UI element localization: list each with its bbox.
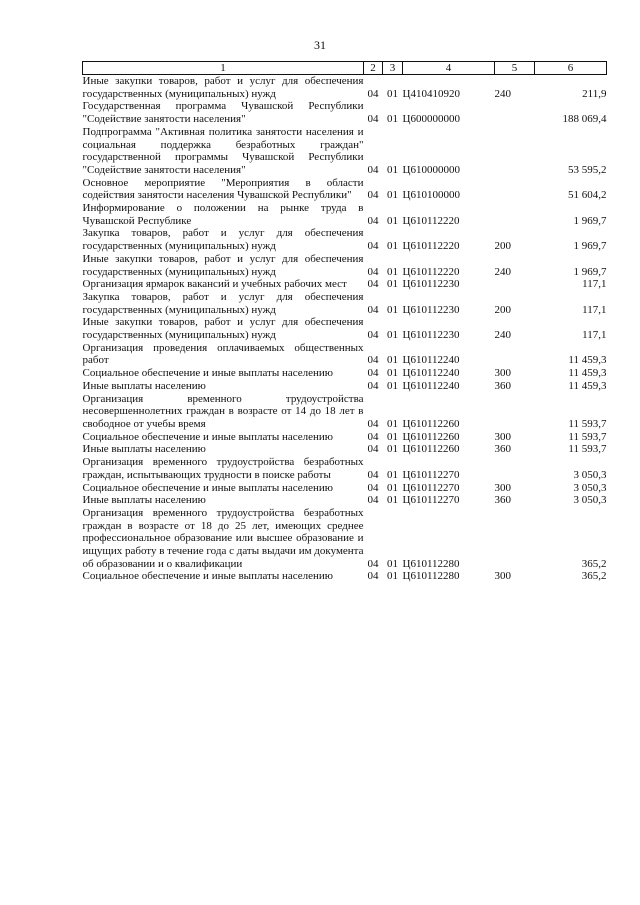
- row-amount: 117,1: [582, 303, 607, 316]
- row-name: Социальное обеспечение и иные выплаты населению: [82, 570, 334, 583]
- row-amount: 53 595,2: [568, 163, 607, 176]
- row-subsection: 01: [387, 163, 398, 176]
- row-subsection: 01: [387, 494, 398, 507]
- row-name: Закупка товаров, работ и услуг для обеспечения государственных (муниципальных) нужд: [82, 227, 364, 253]
- row-target-code: Ц610112220: [402, 240, 460, 253]
- row-subsection: 01: [387, 329, 398, 342]
- row-section: 04: [367, 87, 379, 100]
- page-number: 31: [314, 38, 326, 52]
- row-name: Организация временного трудоустройства безработных граждан, испытывающих трудности в поиске работы: [82, 456, 364, 481]
- row-amount: 3 050,3: [573, 494, 607, 507]
- row-target-code: Ц610112270: [402, 468, 460, 481]
- header-col-3: 3: [383, 62, 403, 75]
- row-amount: 3 050,3: [573, 468, 607, 481]
- row-section: 04: [367, 265, 379, 278]
- row-expense-type: [495, 202, 535, 227]
- header-col-1: 1: [83, 62, 364, 75]
- row-expense-type: [495, 278, 535, 291]
- row-target-code: Ц610112220: [402, 214, 460, 227]
- row-target-code: Ц610112260: [402, 430, 460, 443]
- row-section: 04: [367, 278, 379, 291]
- row-target-code: Ц410410920: [402, 87, 460, 100]
- row-target-code: Ц600000000: [402, 113, 460, 126]
- row-section: 04: [367, 113, 379, 126]
- row-name: Организация временного трудоустройства несовершеннолетних граждан в возрасте от 14 до 18 лет в свободное от учебы время: [82, 392, 364, 430]
- row-expense-type: 360: [494, 379, 511, 392]
- row-expense-type: [495, 177, 535, 202]
- row-section: 04: [367, 570, 379, 583]
- row-name: Иные закупки товаров, работ и услуг для обеспечения государственных (муниципальных) нужд: [82, 75, 364, 100]
- row-expense-type: [495, 100, 535, 125]
- table-body: [83, 75, 607, 584]
- row-target-code: Ц610112230: [402, 303, 460, 316]
- row-amount: 117,1: [582, 329, 607, 342]
- table-row: [83, 316, 607, 341]
- row-name: Иные выплаты населению: [82, 443, 206, 456]
- row-subsection: 01: [387, 430, 398, 443]
- row-subsection: 01: [387, 113, 398, 126]
- row-subsection: 01: [387, 87, 398, 100]
- row-name: Социальное обеспечение и иные выплаты населению: [82, 481, 334, 494]
- header-col-6: 6: [535, 62, 607, 75]
- row-amount: 11 459,3: [568, 354, 607, 367]
- table-row: [83, 278, 607, 291]
- row-name: Иные выплаты населению: [82, 494, 206, 507]
- table-row: [83, 393, 607, 431]
- row-section: 04: [367, 303, 379, 316]
- row-expense-type: 200: [494, 240, 511, 253]
- table-row: [83, 456, 607, 481]
- row-subsection: 01: [387, 557, 398, 570]
- row-target-code: Ц610112220: [402, 265, 460, 278]
- row-subsection: 01: [387, 417, 398, 430]
- row-section: 04: [367, 557, 379, 570]
- row-section: 04: [367, 214, 379, 227]
- row-expense-type: 300: [494, 367, 511, 380]
- table-row: [83, 126, 607, 177]
- row-amount: 117,1: [582, 278, 607, 291]
- row-target-code: Ц610112230: [402, 329, 460, 342]
- table-row: [83, 177, 607, 202]
- row-name: Подпрограмма "Активная политика занятости населения и социальная поддержка безработных граждан" государственной программы Чувашской Республики "Содействие занятости населения": [82, 125, 364, 176]
- row-subsection: 01: [387, 278, 398, 291]
- row-section: 04: [367, 494, 379, 507]
- row-name: Иные закупки товаров, работ и услуг для обеспечения государственных (муниципальных) нужд: [82, 252, 364, 278]
- table-row: [83, 443, 607, 456]
- row-subsection: 01: [387, 214, 398, 227]
- row-name: Организация проведения оплачиваемых общественных работ: [82, 341, 364, 367]
- row-name: Социальное обеспечение и иные выплаты населению: [82, 367, 334, 380]
- row-expense-type: 240: [494, 329, 511, 342]
- row-name: Иные выплаты населению: [82, 379, 206, 392]
- row-expense-type: 240: [494, 265, 511, 278]
- row-target-code: Ц610112240: [402, 367, 460, 380]
- row-expense-type: [495, 393, 535, 431]
- row-subsection: 01: [387, 379, 398, 392]
- row-target-code: Ц610112280: [402, 557, 460, 570]
- row-amount: 1 969,7: [573, 265, 607, 278]
- header-col-4: 4: [403, 62, 495, 75]
- row-expense-type: 240: [494, 87, 511, 100]
- row-name: Закупка товаров, работ и услуг для обеспечения государственных (муниципальных) нужд: [82, 290, 364, 316]
- table-row: [83, 253, 607, 278]
- row-expense-type: [495, 342, 535, 367]
- row-target-code: Ц610112260: [402, 443, 460, 456]
- row-expense-type: 300: [494, 430, 511, 443]
- row-name: Государственная программа Чувашской Республики "Содействие занятости населения": [82, 100, 364, 126]
- row-section: 04: [367, 163, 379, 176]
- row-amount: 211,9: [582, 87, 607, 100]
- row-expense-type: [495, 456, 535, 481]
- row-name: Социальное обеспечение и иные выплаты населению: [82, 430, 334, 443]
- row-amount: 11 593,7: [568, 430, 607, 443]
- row-amount: 1 969,7: [573, 240, 607, 253]
- row-section: 04: [367, 189, 379, 202]
- row-target-code: Ц610000000: [402, 163, 460, 176]
- row-target-code: Ц610112270: [402, 481, 460, 494]
- table-row: [83, 75, 607, 101]
- table-row: [83, 507, 607, 571]
- row-target-code: Ц610112230: [402, 278, 460, 291]
- row-subsection: 01: [387, 240, 398, 253]
- row-name: Организация ярмарок вакансий и учебных рабочих мест: [82, 278, 347, 291]
- table-row: [83, 570, 607, 583]
- row-subsection: 01: [387, 367, 398, 380]
- row-target-code: Ц610112260: [402, 417, 460, 430]
- row-section: 04: [367, 468, 379, 481]
- table-row: [83, 291, 607, 316]
- header-col-5: 5: [495, 62, 535, 75]
- row-section: 04: [367, 481, 379, 494]
- table-row: [83, 227, 607, 252]
- budget-table: [82, 61, 607, 583]
- row-subsection: 01: [387, 189, 398, 202]
- row-subsection: 01: [387, 570, 398, 583]
- row-section: 04: [367, 367, 379, 380]
- row-subsection: 01: [387, 481, 398, 494]
- row-section: 04: [367, 443, 379, 456]
- header-col-2: 2: [364, 62, 383, 75]
- row-subsection: 01: [387, 303, 398, 316]
- row-name: Организация временного трудоустройства безработных граждан в возрасте от 18 до 25 лет, имеющих среднее профессиональное образование или высшее образование и ищущих работу в течение года с даты выдачи им документа об образовании и о квалификации: [82, 506, 364, 570]
- row-amount: 11 593,7: [568, 417, 607, 430]
- row-expense-type: 200: [494, 303, 511, 316]
- row-expense-type: [495, 126, 535, 177]
- row-expense-type: 360: [494, 443, 511, 456]
- row-amount: 51 604,2: [568, 189, 607, 202]
- row-target-code: Ц610112270: [402, 494, 460, 507]
- row-target-code: Ц610100000: [402, 189, 460, 202]
- table-row: [83, 494, 607, 507]
- row-name: Основное мероприятие "Мероприятия в области содействия занятости населения Чувашской Республики": [82, 176, 364, 202]
- table-row: [83, 367, 607, 380]
- row-subsection: 01: [387, 443, 398, 456]
- table-header: [83, 62, 607, 75]
- row-amount: 11 459,3: [568, 379, 607, 392]
- table-row: [83, 431, 607, 444]
- row-amount: 365,2: [581, 557, 607, 570]
- row-section: 04: [367, 240, 379, 253]
- row-amount: 3 050,3: [573, 481, 607, 494]
- row-target-code: Ц610112240: [402, 354, 460, 367]
- row-subsection: 01: [387, 468, 398, 481]
- row-expense-type: 360: [494, 494, 511, 507]
- row-amount: 188 069,4: [562, 113, 607, 126]
- row-name: Иные закупки товаров, работ и услуг для обеспечения государственных (муниципальных) нужд: [82, 316, 364, 342]
- row-name: Информирование о положении на рынке труда в Чувашской Республике: [82, 202, 364, 227]
- row-target-code: Ц610112240: [402, 379, 460, 392]
- row-subsection: 01: [387, 265, 398, 278]
- row-target-code: Ц610112280: [402, 570, 460, 583]
- row-section: 04: [367, 417, 379, 430]
- row-amount: 11 459,3: [568, 367, 607, 380]
- row-section: 04: [367, 354, 379, 367]
- row-section: 04: [367, 379, 379, 392]
- table-row: [83, 342, 607, 367]
- table-row: [83, 482, 607, 495]
- table-row: [83, 202, 607, 227]
- row-expense-type: 300: [494, 570, 511, 583]
- table-row: [83, 380, 607, 393]
- row-subsection: 01: [387, 354, 398, 367]
- row-amount: 1 969,7: [573, 214, 607, 227]
- row-section: 04: [367, 430, 379, 443]
- row-expense-type: [495, 507, 535, 571]
- table-row: [83, 100, 607, 125]
- row-expense-type: 300: [494, 481, 511, 494]
- row-section: 04: [367, 329, 379, 342]
- row-amount: 365,2: [581, 570, 607, 583]
- row-amount: 11 593,7: [568, 443, 607, 456]
